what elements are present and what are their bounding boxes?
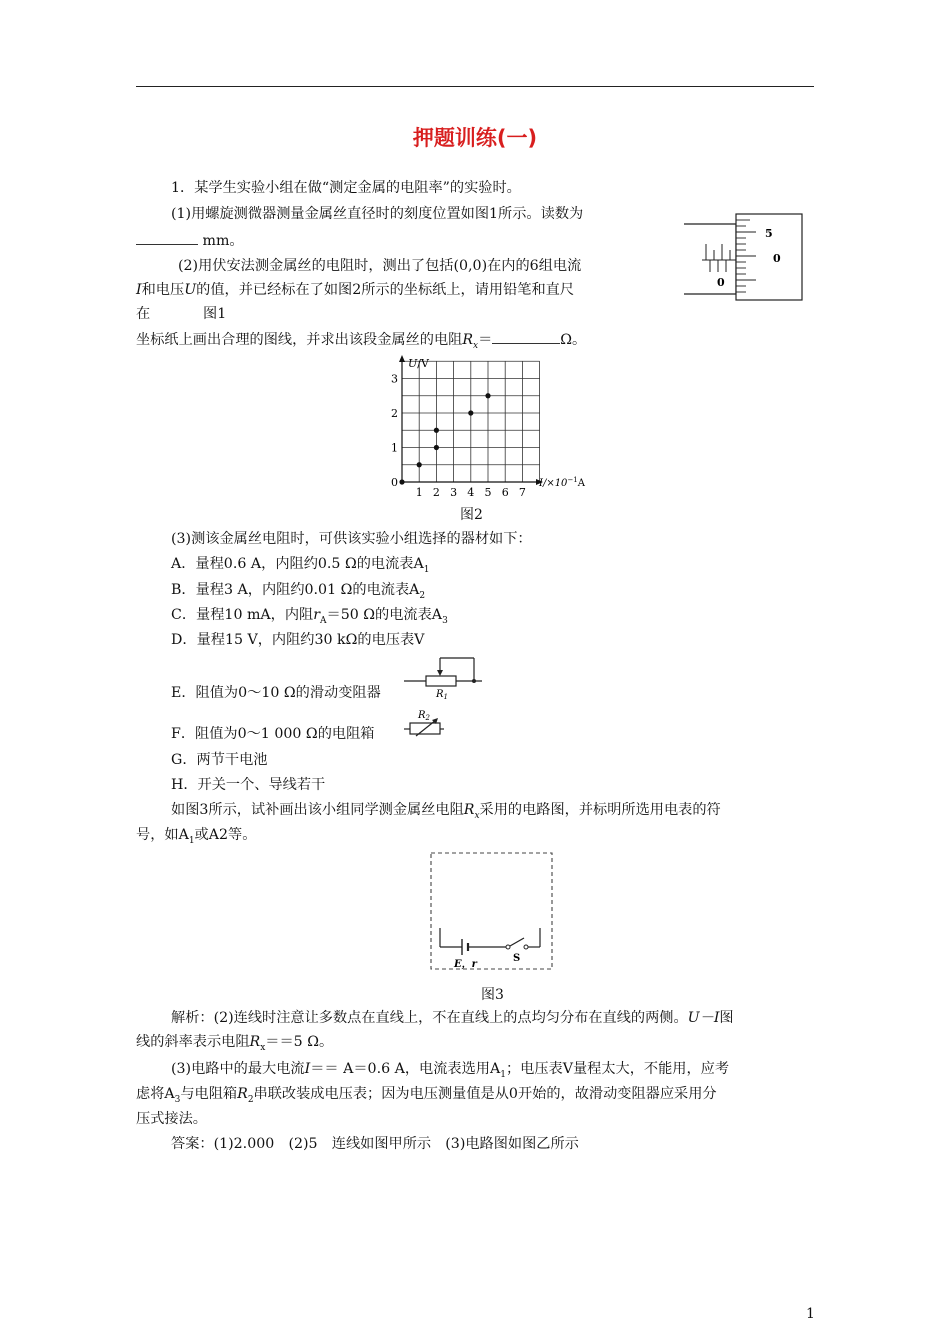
option-h: H．开关一个、导线若干 — [171, 777, 326, 793]
q1-intro: 1．某学生实验小组在做“测定金属的电阻率”的实验时。 — [171, 180, 521, 196]
x-tick-label: 3 — [450, 486, 458, 498]
option-g: G．两节干电池 — [171, 752, 268, 768]
fig3-caption: 图3 — [481, 987, 504, 1003]
option-e: E．阻值为0～10 Ω的滑动变阻器 — [171, 685, 381, 701]
micrometer-scale-0: 0 — [773, 252, 781, 265]
origin-label: 0 — [391, 476, 398, 489]
battery-label: E，r — [454, 959, 477, 970]
x-tick-label: 6 — [501, 486, 509, 498]
data-point — [399, 479, 404, 484]
q1-part2-line4: 坐标纸上画出合理的图线，并求出该段金属丝的电阻$R_x= \Omega$。 — [136, 329, 586, 356]
circuit-figure — [428, 850, 556, 974]
data-point — [434, 428, 439, 433]
data-point — [485, 393, 490, 398]
x-axis-label: $I/\times 10^{-1}A$ — [539, 476, 585, 489]
analysis-line1: 解析：(2)连线时注意让多数点在直线上，不在直线上的点均匀分布在直线的两侧。U－I图 — [171, 1010, 734, 1026]
y-tick-label: 2 — [391, 407, 398, 420]
x-tick-label: 5 — [484, 486, 492, 498]
q1-part2-line1: (2)用伏安法测金属丝的电阻时，测出了包括(0,0)在内的6组电流 — [178, 258, 582, 274]
analysis-line5: 压式接法。 — [136, 1111, 207, 1127]
x-tick-label: 4 — [467, 486, 475, 498]
micrometer-main-0: 0 — [717, 276, 725, 289]
option-c: C．量程10 mA，内阻$r_A=50$ Ω的电流表$A_3$ — [171, 607, 448, 626]
analysis-line4: 虑将$A_3$与电阻箱$R_2$串联改装成电压表；因为电压测量值是从0开始的，故滑动变阻器应采用分 — [136, 1086, 717, 1105]
r2-label: $R_2$ — [418, 710, 430, 722]
rheostat-icon — [402, 650, 488, 700]
option-d: D．量程15 V，内阻约30 kΩ的电压表V — [171, 632, 425, 648]
analysis-line2: 线的斜率表示电阻$R_x==5$ Ω。 — [136, 1034, 334, 1053]
r1-label: $R_1$ — [436, 689, 448, 700]
q1-part3-intro: (3)测该金属丝电阻时，可供该实验小组选择的器材如下： — [171, 531, 532, 547]
page-title: 押题训练(一) — [412, 126, 538, 150]
page-number: 1 — [806, 1306, 815, 1322]
ui-scatter-chart — [378, 352, 598, 498]
fig2-caption: 图2 — [460, 507, 483, 523]
data-point — [434, 445, 439, 450]
q1-part2-line2: I和电压U的值，并已经标在了如图2所示的坐标纸上，请用铅笔和直尺 — [136, 282, 575, 298]
fig1-caption: 图1 — [203, 306, 227, 322]
y-axis-label: U/V — [408, 357, 429, 370]
y-ticks — [391, 373, 398, 455]
circuit-dashed-frame — [431, 853, 552, 969]
header-rule — [136, 86, 814, 87]
switch-label: S — [513, 953, 521, 964]
resistance-box-icon — [404, 708, 448, 738]
micrometer-scale-5: 5 — [765, 227, 773, 240]
fig3-instruction-line2: 号，如$A_1$或A2等。 — [136, 827, 257, 846]
option-a: A．量程0.6 A，内阻约0.5 Ω的电流表$A_1$ — [171, 556, 430, 575]
chart-grid — [402, 361, 540, 482]
y-tick-label: 3 — [391, 372, 398, 386]
option-f: F．阻值为0～1 000 Ω的电阻箱 — [171, 726, 375, 742]
micrometer-figure — [684, 208, 808, 304]
x-tick-label: 1 — [415, 486, 423, 498]
x-tick-label: 2 — [432, 486, 440, 498]
answer-blank[interactable] — [136, 230, 198, 245]
switch-blade — [510, 938, 524, 946]
data-points — [399, 393, 490, 484]
data-point — [468, 410, 473, 415]
x-tick-label: 7 — [518, 486, 526, 498]
q1-part1-text: (1)用螺旋测微器测量金属丝直径时的刻度位置如图1所示。读数为 — [171, 206, 584, 222]
data-point — [417, 462, 422, 467]
answer-blank[interactable] — [492, 329, 560, 344]
option-b: B．量程3 A，内阻约0.01 Ω的电流表$A_2$ — [171, 582, 426, 601]
q1-part1-answer-line: mm。 — [136, 230, 244, 251]
answer-line: 答案：(1)2.000 (2)5 连线如图甲所示 (3)电路图如图乙所示 — [171, 1136, 579, 1152]
y-tick-label: 1 — [391, 441, 398, 455]
q1-part2-line3: 在 — [136, 306, 151, 322]
x-ticks — [416, 486, 526, 498]
y-axis-arrow — [399, 355, 405, 362]
analysis-line3: (3)电路中的最大电流I＝＝ A＝0.6 A，电流表选用$A_1$；电压表V量程太大，不能用，应考 — [171, 1061, 730, 1080]
fig3-instruction-line1: 如图3所示，试补画出该小组同学测金属丝电阻$R_x$采用的电路图，并标明所选用电表的符 — [171, 802, 721, 821]
